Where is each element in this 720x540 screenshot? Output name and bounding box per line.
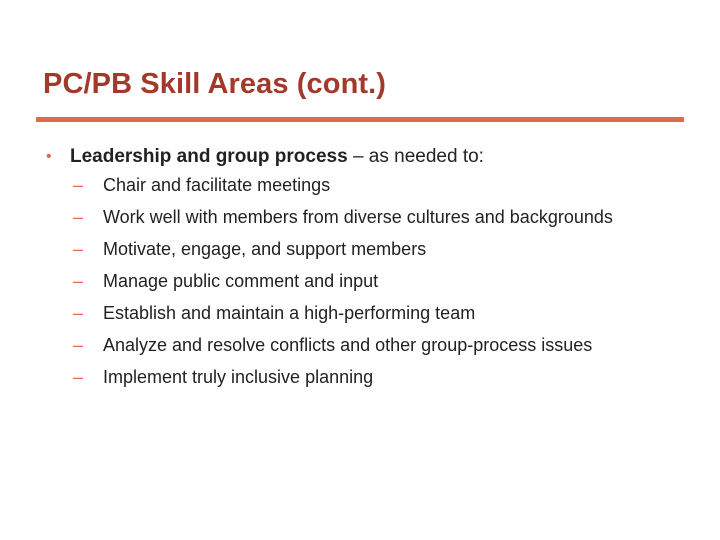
bullet-suffix: – as needed to: xyxy=(347,146,484,167)
slide-content xyxy=(46,143,686,397)
list-item-text: Implement truly inclusive planning xyxy=(103,367,374,387)
title-divider xyxy=(36,117,684,122)
bullet-text xyxy=(70,143,686,171)
list-item xyxy=(73,205,686,231)
bullet-item-leadership xyxy=(46,143,686,171)
dash-icon: – xyxy=(73,335,84,355)
list-item xyxy=(73,173,686,199)
dash-icon: – xyxy=(73,175,84,195)
slide-title: PC/PB Skill Areas (cont.) xyxy=(43,68,387,100)
sub-bullet-list xyxy=(46,173,686,391)
dash-icon: – xyxy=(73,271,84,291)
list-item-text: Analyze and resolve conflicts and other group-process issues xyxy=(103,335,593,355)
list-item xyxy=(73,301,686,327)
list-item xyxy=(73,333,686,359)
bullet-heading: Leadership and group process xyxy=(70,146,348,167)
list-item-text: Motivate, engage, and support members xyxy=(103,239,427,259)
list-item xyxy=(73,237,686,263)
list-item-text: Chair and facilitate meetings xyxy=(103,175,331,195)
list-item xyxy=(73,365,686,391)
list-item xyxy=(73,269,686,295)
list-item-text: Manage public comment and input xyxy=(103,271,379,291)
list-item-text: Work well with members from diverse cultures and backgrounds xyxy=(103,207,613,227)
bullet-icon: • xyxy=(46,148,52,165)
dash-icon: – xyxy=(73,239,84,259)
list-item-text: Establish and maintain a high-performing team xyxy=(103,303,476,323)
dash-icon: – xyxy=(73,367,84,387)
dash-icon: – xyxy=(73,303,84,323)
dash-icon: – xyxy=(73,207,84,227)
